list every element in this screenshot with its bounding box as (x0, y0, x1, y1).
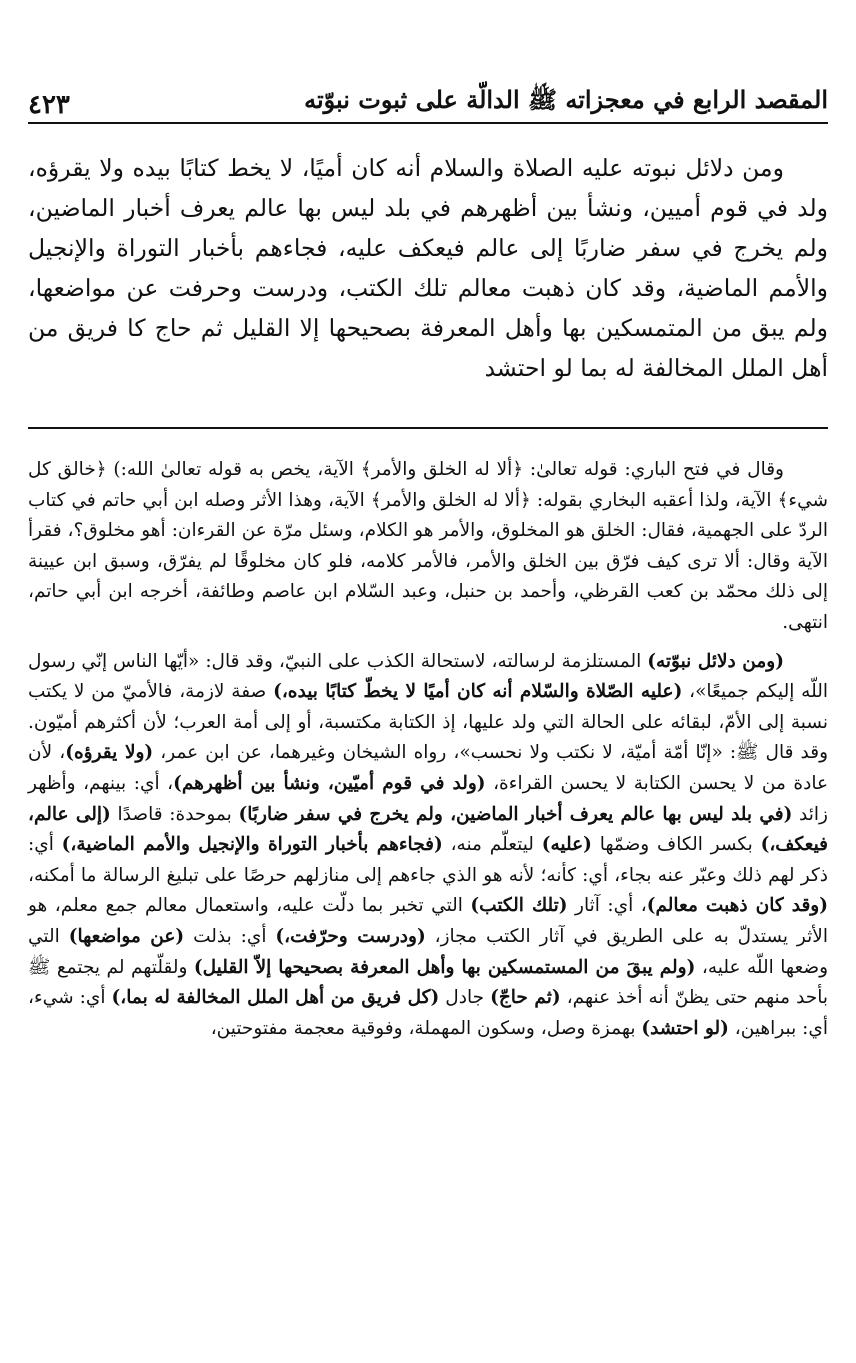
page-header (28, 70, 828, 120)
explanation: بكسر الكاف وضمّها (591, 834, 761, 856)
explanation: بموحدة: قاصدًا (110, 803, 239, 825)
page-number: ٤٢٣ (28, 90, 70, 120)
explanation: أي: ذكر لهم ذلك وعبّر عنه بجاء، أي: كأنه؛ لأنه هو الذي جاءهم إلى منازلهم حرصًا على تبليغ الرسالة ما أمكنه، (28, 834, 828, 886)
main-text-paragraph: ومن دلائل نبوته عليه الصلاة والسلام أنه كان أميًا، لا يخط كتابًا بيده ولا يقرؤه، ولد في قوم أميين، ونشأ بين أظهرهم في بلد ليس بها عالم يعرف أخبار الماضين، ولم يخرج في سفر ضاربًا إلى عالم فيعكف عليه، فجاءهم بأخبار التوراة والإنجيل والأمم الماضية، وقد كان ذهبت معالم تلك الكتب، ودرست وحرفت عن مواضعها، ولم يبق من المتمسكين بها وأهل المعرفة بصحيحها إلا القليل ثم حاج كا فريق من أهل الملل المخالفة له بما لو احتشد (28, 154, 828, 382)
explanation: صفة لازمة، فالأميّ من لا يكتب نسبة إلى الأمّ، لبقائه على الحالة التي ولد عليها، إذ الكتابة مكتسبة، أو إلى أمة العرب؛ لأن أكثرهم أميّون. وقد قال ﷺ: «إنّا أمّة أميّة، لا نكتب ولا نحسب»، رواه الشيخان وغيرهما، عن ابن عمر، (28, 681, 828, 764)
quoted-text: (ومن دلائل نبوّته) (647, 650, 784, 672)
quoted-text: (لو احتشد) (641, 1017, 729, 1039)
quoted-text: (ولد في قوم أميّين، ونشأ بين أظهرهم) (173, 772, 486, 794)
explanation: بهمزة وصل، وسكون المهملة، وفوقية معجمة مفتوحتين، (210, 1017, 642, 1039)
explanation: ولقلّتهم لم يجتمع ﷺ بأحد منهم حتى يظنّ أنه أخذ عنهم، (28, 956, 829, 1009)
explanation: جادل (439, 987, 491, 1009)
quoted-text: (عن مواضعها) (68, 925, 185, 947)
explanation: ليتعلّم منه، (442, 834, 542, 856)
book-page (28, 0, 828, 1363)
quoted-text: (ولا يقرؤه) (65, 742, 154, 764)
quoted-text: (ثم حاجّ) (490, 987, 561, 1009)
section-divider (28, 427, 828, 429)
quoted-text: (فجاءهم بأخبار التوراة والإنجيل والأمم الماضية،) (61, 834, 443, 856)
explanation: المستلزمة لرسالته، لاستحالة الكذب على النبيّ، وقد قال: «أيّها الناس إنّي رسول اللّه إليكم جميعًا»، (28, 650, 828, 703)
explanation: التي وضعها اللّه عليه، (28, 925, 829, 978)
main-text (28, 148, 828, 388)
explanation: أي: بذلت (184, 925, 276, 947)
quoted-text: (وقد كان ذهبت معالم) (646, 895, 828, 917)
quoted-text: (عليه) (541, 834, 592, 856)
explanation: ، أي: بينهم، وأظهر زائد (28, 772, 828, 825)
quoted-text: (في بلد ليس بها عالم يعرف أخبار الماضين، ولم يخرج في سفر ضاربًا) (238, 803, 793, 825)
header-rule (28, 122, 828, 124)
quoted-text: (ولم يبقَ من المستمسكين بها وأهل المعرفة بصحيحها إلاّ القليل) (193, 956, 696, 978)
explanation: ، أي: آثار (567, 895, 647, 917)
quoted-text: (ودرست وحرّفت،) (275, 925, 426, 947)
quoted-text: (تلك الكتب) (470, 895, 568, 917)
commentary-paragraph-1: وقال في فتح الباري: قوله تعالىٰ: ﴿ألا له الخلق والأمر﴾ الآية، يخص به قوله تعالىٰ الله:) ﴿خالق كل شيء﴾ الآية، ولذا أعقبه البخاري بقوله: ﴿ألا له الخلق والأمر﴾ الآية، وهذا الأثر وصله ابن أبي حاتم في كتاب الردّ على الجهمية، فقال: الخلق هو المخلوق، والأمر هو الكلام، وسئل مرّة عن القرءان: أهو مخلوق؟، فقرأ الآية وقال: ألا ترى كيف فرّق بين الخلق والأمر، فالأمر كلامه، فلو كان مخلوقًا لم يفرّق، وسبق ابن عيينة إلى ذلك محمّد بن كعب القرظي، وأحمد بن حنبل، وعبد السّلام ابن عاصم وطائفة، أخرجه ابن أبي حاتم، انتهى. (28, 459, 828, 633)
explanation: أي: شيء، أي: ببراهين، (28, 987, 828, 1039)
running-title: المقصد الرابع في معجزاته ﷺ الدالّة على ثبوت نبوّته (304, 85, 828, 114)
commentary (28, 455, 828, 1044)
explanation: ، لأن عادة من لا يحسن الكتابة لا يحسن القراءة، (28, 742, 828, 794)
commentary-paragraph-2 (28, 647, 828, 1045)
quoted-text: (كل فريق من أهل الملل المخالفة له بما،) (111, 987, 440, 1009)
explanation: التي تخبر بما دلّت عليه، واستعمال معالم جمع معلم، هو الأثر يستدلّ به على الطريق في آثار الكتب مجاز، (28, 895, 828, 947)
quoted-text: (عليه الصّلاة والسّلام أنه كان أميًا لا يخطّ كتابًا بيده،) (273, 681, 683, 703)
quoted-text: (إلى عالم، فيعكف،) (28, 803, 829, 856)
